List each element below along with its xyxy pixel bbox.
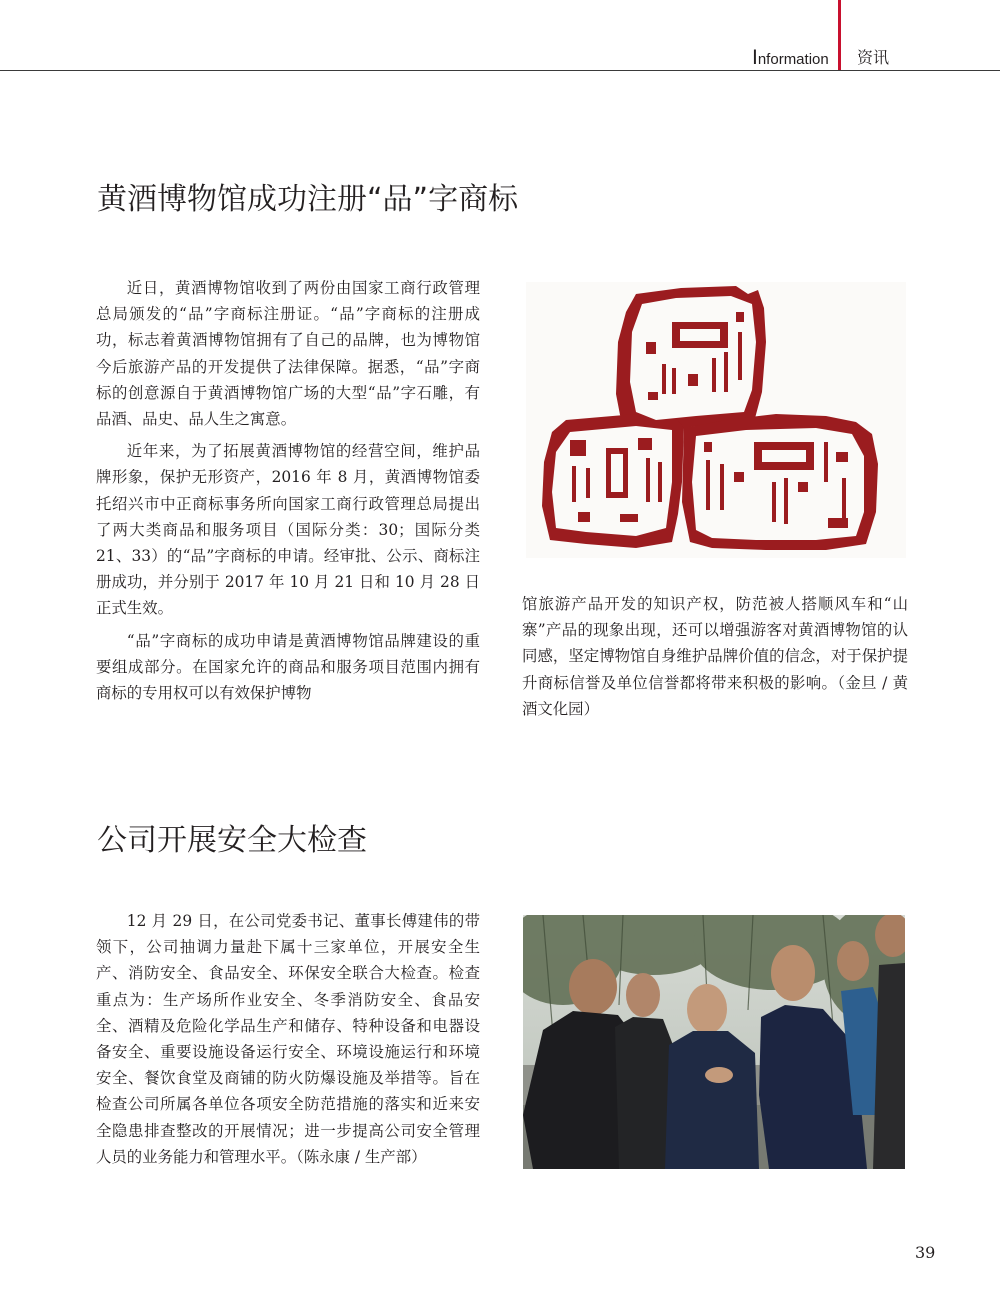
paragraph: 近日，黄酒博物馆收到了两份由国家工商行政管理总局颁发的“品”字商标注册证。“品”字商标的注册成功，标志着黄酒博物馆拥有了自己的品牌，也为博物馆今后旅游产品的开发提供了法律保障。据悉，“品”字商标的创意源自于黄酒博物馆广场的大型“品”字石雕，有品酒、品史、品人生之寓意。 [96,279,480,429]
paragraph: 近年来，为了拓展黄酒博物馆的经营空间，维护品牌形象，保护无形资产，2016 年 8 月，黄酒博物馆委托绍兴市中正商标事务所向国家工商行政管理总局提出了两大类商品和服务项目（国际分类：30；国际分类 21、33）的“品”字商标的申请。经审批、公示、商标注册成功，并分别于 2017 年 10 月 21 日和 10 月 28 日正式生效。 [96,442,480,618]
paragraph: 12 月 29 日，在公司党委书记、董事长傅建伟的带领下，公司抽调力量赴下属十三家单位，开展安全生产、消防安全、食品安全、环保安全联合大检查。检查重点为：生产场所作业安全、冬季消防安全、食品安全、酒精及危险化学品生产和储存、特种设备和电器设备安全、重要设施设备运行安全、环境设施运行和环境安全、餐饮食堂及商铺的防火防爆设施及举措等。旨在检查公司所属各单位各项安全防范措施的落实和近来安全隐患排查整改的开展情况；进一步提高公司安全管理人员的业务能力和管理水平。（陈永康 / 生产部） [96,912,480,1166]
header-rule [0,70,1000,71]
article-trademark-column-right [522,591,908,728]
paragraph: 馆旅游产品开发的知识产权，防范被人搭顺风车和“山寨”产品的现象出现，还可以增强游客对黄酒博物馆的认同感，坚定博物馆自身维护品牌价值的信念，对于保护提升商标信誉及单位信誉都将带来积极的影响。（金旦 / 黄酒文化园） [522,595,908,718]
section-label-cn: 资讯 [857,48,890,67]
trademark-stone-image [526,282,906,558]
article-title-safety: 公司开展安全大检查 [97,823,367,858]
article-title-trademark: 黄酒博物馆成功注册“品”字商标 [97,182,519,217]
header-red-bar [838,0,841,70]
article-safety-column [96,908,480,1176]
safety-inspection-photo [523,915,905,1169]
section-label-en: Information [752,46,829,69]
paragraph: “品”字商标的成功申请是黄酒博物馆品牌建设的重要组成部分。在国家允许的商品和服务项目范围内拥有商标的专用权可以有效保护博物 [96,631,480,703]
page-number: 39 [915,1243,936,1262]
article-trademark-column-left [96,275,480,712]
